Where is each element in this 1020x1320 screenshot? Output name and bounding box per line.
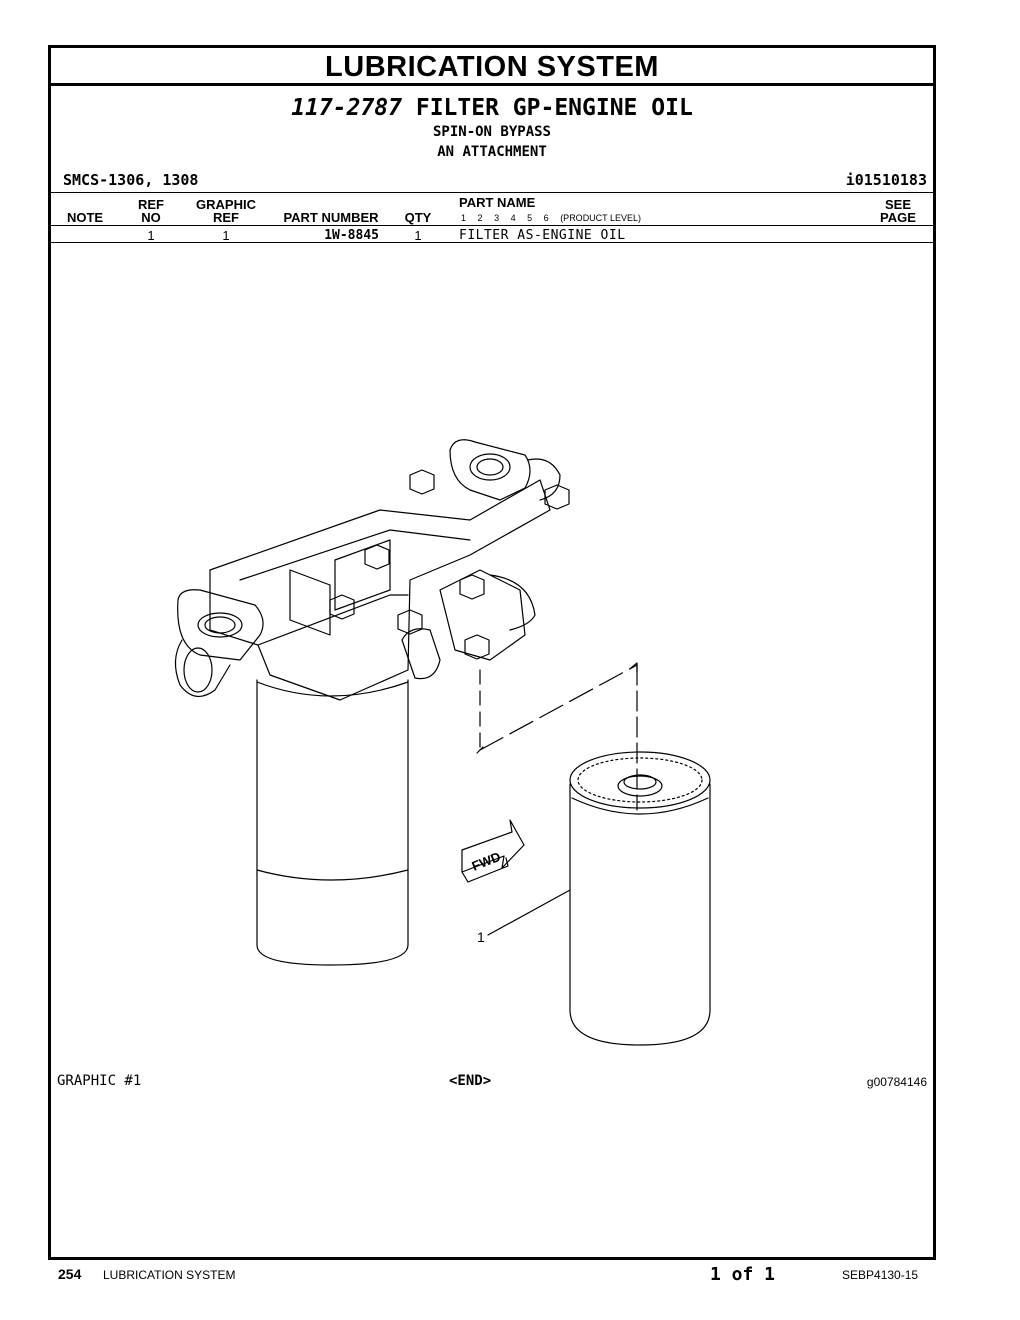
- group-part-number: 117-2787: [291, 95, 402, 121]
- replacement-filter: [570, 752, 710, 1045]
- level-6: 6: [543, 213, 549, 223]
- header-bottom-rule: [51, 225, 933, 226]
- group-name: FILTER GP-ENGINE OIL: [415, 95, 693, 121]
- top-flange: [450, 440, 530, 500]
- end-marker: <END>: [449, 1073, 492, 1089]
- header-graphic-ref-line2: REF: [213, 210, 239, 225]
- product-levels: [461, 213, 650, 223]
- group-subtitle-1: SPIN-ON BYPASS: [432, 124, 551, 140]
- filter-group-illustration: [140, 420, 740, 1050]
- row-qty: 1: [414, 228, 422, 243]
- smcs-codes: SMCS-1306, 1308: [63, 171, 199, 189]
- page-of: 1 of 1: [710, 1264, 776, 1285]
- header-note: NOTE: [66, 210, 104, 225]
- graphic-label: GRAPHIC #1: [57, 1073, 142, 1089]
- filter-head-housing: [210, 480, 550, 700]
- header-see-page-line1: SEE: [884, 197, 911, 212]
- graphic-image-id: g00784146: [866, 1075, 927, 1089]
- product-level-label: (PRODUCT LEVEL): [560, 213, 642, 223]
- left-flange: [178, 590, 263, 660]
- bypass-valve-body: [440, 570, 525, 660]
- row-part-number: 1W-8845: [324, 228, 379, 243]
- installation-path-line: [480, 665, 637, 750]
- page-number: 254: [58, 1266, 82, 1282]
- header-part-number: PART NUMBER: [283, 210, 379, 225]
- header-graphic-ref-line1: GRAPHIC: [196, 197, 256, 212]
- level-1: 1: [461, 213, 467, 223]
- group-subtitle-2: AN ATTACHMENT: [437, 144, 547, 160]
- footer-section: LUBRICATION SYSTEM: [103, 1268, 236, 1282]
- level-5: 5: [527, 213, 533, 223]
- installed-canister-band: [257, 870, 408, 880]
- level-3: 3: [494, 213, 500, 223]
- document-code: SEBP4130-15: [842, 1268, 919, 1282]
- level-2: 2: [477, 213, 483, 223]
- section-title: LUBRICATION SYSTEM: [325, 51, 659, 83]
- header-part-name: PART NAME: [459, 195, 536, 210]
- callout-number: 1: [477, 929, 485, 945]
- document-id: i01510183: [845, 171, 927, 189]
- level-4: 4: [510, 213, 516, 223]
- group-heading: [51, 95, 933, 121]
- installed-canister-outline: [257, 680, 408, 965]
- row-ref-no: 1: [147, 228, 155, 243]
- table-top-rule: [51, 192, 933, 193]
- row-part-name: FILTER AS-ENGINE OIL: [459, 228, 626, 243]
- header-ref-no-line2: NO: [141, 210, 161, 225]
- row-graphic-ref: 1: [222, 228, 230, 243]
- header-qty: QTY: [404, 210, 432, 225]
- header-see-page-line2: PAGE: [880, 210, 916, 225]
- section-title-bar: [51, 48, 933, 86]
- callout-leader: [488, 890, 570, 935]
- fwd-label: FWD: [469, 848, 503, 874]
- header-ref-no-line1: REF: [138, 197, 164, 212]
- row-bottom-rule: [51, 242, 933, 243]
- bolts: [330, 470, 569, 659]
